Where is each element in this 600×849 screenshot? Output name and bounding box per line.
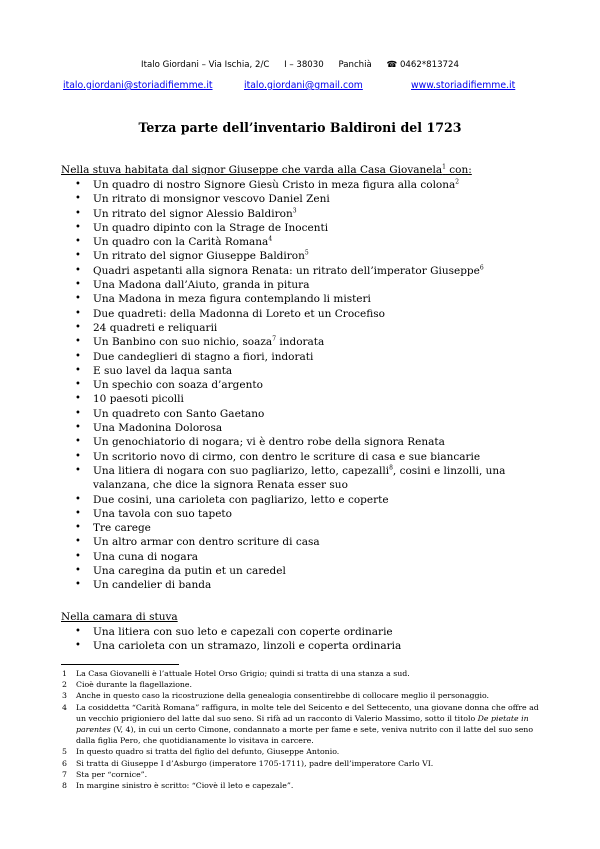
footnote-text: Si tratta di Giuseppe I d’Asburgo (imperatore 1705-1711), padre dell’imperatore Carlo VI. bbox=[76, 758, 434, 768]
footnote-ref[interactable]: 3 bbox=[292, 207, 297, 215]
list-item bbox=[0, 235, 600, 249]
footnote-text: La cosiddetta “Carità Romana” raffigura, in molte tele del Seicento e del Settecento, una giovane donna che offre ad un vecchio prigioniero del latte dal suo seno. Si rifà ad un racconto di Valerio Massimo, sotto il titolo bbox=[76, 702, 539, 723]
bullet-icon: • bbox=[75, 279, 81, 291]
list-item bbox=[0, 435, 600, 449]
footnote-number: 5 bbox=[62, 747, 67, 757]
list-item bbox=[0, 550, 600, 564]
author-address: Italo Giordani – Via Ischia, 2/C bbox=[141, 60, 270, 70]
phone-number: ☎ 0462*813724 bbox=[386, 60, 459, 70]
footnote bbox=[0, 679, 600, 690]
bullet-icon: • bbox=[75, 264, 81, 276]
item-text: Un genochiatorio di nogara; vi è dentro robe della signora Renata bbox=[93, 436, 445, 449]
bullet-icon: • bbox=[75, 393, 81, 405]
item-text: Una cuna di nogara bbox=[93, 550, 198, 563]
footnote-text: Sta per “cornice”. bbox=[76, 769, 148, 779]
list-item bbox=[0, 292, 600, 306]
footnote bbox=[0, 769, 600, 780]
item-text: Due cosini, una carioleta con pagliarizo, letto e coperte bbox=[93, 493, 389, 506]
item-text: Un quadro di nostro Signore Giesù Cristo in meza figura alla colona bbox=[93, 179, 456, 191]
list-item bbox=[0, 378, 600, 392]
list-item bbox=[0, 350, 600, 364]
footnote-number: 4 bbox=[62, 702, 67, 712]
bullet-icon: • bbox=[75, 321, 81, 333]
footnote-number: 3 bbox=[62, 691, 67, 701]
town-name: Panchià bbox=[338, 60, 372, 70]
footnote-text: Cioè durante la flagellazione. bbox=[76, 680, 193, 690]
footnote-ref[interactable]: 2 bbox=[455, 178, 460, 186]
item-text: Un spechio con soaza d’argento bbox=[93, 379, 263, 392]
list-item bbox=[0, 364, 600, 378]
list-item bbox=[0, 264, 600, 278]
bullet-icon: • bbox=[75, 450, 81, 462]
list-item bbox=[0, 207, 600, 221]
list-item bbox=[0, 307, 600, 321]
list-item bbox=[0, 450, 600, 464]
bullet-icon: • bbox=[75, 207, 81, 219]
item-text: Una tavola con suo tapeto bbox=[93, 507, 232, 520]
bullet-icon: • bbox=[75, 626, 81, 637]
bullet-icon: • bbox=[75, 422, 81, 434]
bullet-icon: • bbox=[75, 379, 81, 391]
section-heading-text: Nella camara di stuva bbox=[61, 611, 178, 623]
list-item bbox=[0, 221, 600, 235]
item-text: Una litiera di nogara con suo pagliarizo, letto, capezalli bbox=[93, 464, 390, 477]
section-heading-tail: con: bbox=[445, 164, 472, 176]
item-text: Un Banbino con suo nichio, soaza bbox=[93, 336, 273, 349]
list-item bbox=[0, 578, 600, 592]
footnote-number: 8 bbox=[62, 781, 67, 791]
footnote bbox=[0, 746, 600, 757]
bullet-icon: • bbox=[75, 336, 81, 348]
list-item bbox=[0, 564, 600, 578]
item-text: E suo lavel da laqua santa bbox=[93, 364, 233, 377]
list-item bbox=[0, 335, 600, 349]
section-heading-stuva bbox=[61, 164, 472, 176]
bullet-icon: • bbox=[75, 579, 81, 591]
item-text: Un quadro con la Carità Romana bbox=[93, 236, 269, 249]
letterhead-contact bbox=[0, 60, 600, 70]
footnote-number: 7 bbox=[62, 769, 67, 779]
bullet-icon: • bbox=[75, 464, 81, 476]
item-text: Un quadreto con Santo Gaetano bbox=[93, 407, 265, 420]
footnote-text: La Casa Giovanelli è l’attuale Hotel Orso Grigio; quindi si tratta di una stanza a sud. bbox=[76, 669, 410, 678]
list-item bbox=[0, 521, 600, 535]
footnote-text-cont: (V, 4), in cui un certo Cimone, condannato a morte per fame e sete, veniva nutrito con il latte del suo seno dalla figlia Pero, che quotidianamente lo visitava in carcere. bbox=[76, 725, 534, 746]
list-item bbox=[0, 493, 600, 507]
footnote-ref[interactable]: 7 bbox=[272, 335, 277, 343]
section-heading-camara bbox=[61, 611, 178, 623]
item-text: Quadri aspetanti alla signora Renata: un ritrato dell’imperator Giuseppe bbox=[93, 264, 480, 277]
item-text: 24 quadreti e reliquarii bbox=[93, 321, 218, 334]
item-text: 10 paesoti picolli bbox=[93, 393, 184, 406]
bullet-icon: • bbox=[75, 364, 81, 376]
footnote-ref[interactable]: 1 bbox=[442, 163, 446, 171]
footnote bbox=[0, 668, 600, 679]
list-item bbox=[0, 625, 600, 639]
website-link[interactable]: www.storiadifiemme.it bbox=[411, 80, 516, 91]
bullet-icon: • bbox=[75, 293, 81, 305]
bullet-icon: • bbox=[75, 550, 81, 562]
list-item bbox=[0, 249, 600, 263]
item-text: Una Madona in meza figura contemplando li misteri bbox=[93, 293, 371, 306]
item-text: Una Madonina Dolorosa bbox=[93, 422, 223, 435]
item-text: Una caregina da putin et un caredel bbox=[93, 565, 286, 578]
list-item bbox=[0, 278, 600, 292]
footnote-text: In margine sinistro è scritto: “Ciovè il leto e capezale”. bbox=[76, 781, 294, 791]
bullet-icon: • bbox=[75, 350, 81, 362]
footnote bbox=[0, 702, 600, 747]
item-text: Un candelier di banda bbox=[93, 579, 212, 592]
item-text: Due quadreti: della Madonna di Loreto et un Crocefiso bbox=[93, 307, 385, 320]
list-item bbox=[0, 392, 600, 406]
footnote bbox=[0, 690, 600, 701]
bullet-icon: • bbox=[75, 193, 81, 205]
bullet-icon: • bbox=[75, 522, 81, 534]
document-title: Terza parte dell’inventario Baldironi del 1723 bbox=[138, 120, 462, 135]
bullet-icon: • bbox=[75, 536, 81, 548]
postal-code: I – 38030 bbox=[284, 60, 324, 70]
list-item bbox=[0, 421, 600, 435]
bullet-icon: • bbox=[75, 640, 81, 652]
footnote-text: Anche in questo caso la ricostruzione della genealogia consentirebbe di collocare meglio il personaggio. bbox=[76, 691, 489, 701]
item-text: Una carioleta con un stramazo, linzoli e coperta ordinaria bbox=[93, 640, 402, 653]
footnote bbox=[0, 780, 600, 791]
footnote-ref[interactable]: 8 bbox=[389, 464, 393, 472]
footnote bbox=[0, 758, 600, 769]
list-item bbox=[0, 407, 600, 421]
footnote-number: 2 bbox=[62, 680, 67, 690]
item-text: Un quadro dipinto con la Strage de Inocenti bbox=[93, 221, 329, 234]
item-text: Una litiera con suo leto e capezali con coperte ordinarie bbox=[93, 626, 393, 638]
email-link-gmail[interactable]: italo.giordani@gmail.com bbox=[244, 80, 363, 91]
bullet-icon: • bbox=[75, 407, 81, 419]
footnote-ref[interactable]: 6 bbox=[479, 264, 484, 272]
item-text-tail: , cosini e linzolli, una valanzana, che dice la signora Renata esser suo bbox=[93, 464, 506, 492]
footnote-ref[interactable]: 4 bbox=[268, 235, 273, 243]
section-heading-text: Nella stuva habitata dal signor Giuseppe che varda alla Casa Giovanela bbox=[61, 164, 443, 176]
bullet-icon: • bbox=[75, 236, 81, 248]
list-item bbox=[0, 507, 600, 521]
item-text: Tre carege bbox=[93, 522, 151, 535]
footnote-number: 1 bbox=[62, 669, 67, 678]
inventory-list-camara bbox=[0, 625, 600, 654]
footnotes-list bbox=[0, 668, 600, 791]
item-text: Due candeglieri di stagno a fiori, indorati bbox=[93, 350, 314, 363]
item-text-tail: indorata bbox=[276, 336, 325, 349]
item-text: Un ritrato del signor Giuseppe Baldiron bbox=[93, 250, 305, 263]
bullet-icon: • bbox=[75, 493, 81, 505]
item-text: Un ritrato del signor Alessio Baldiron bbox=[93, 207, 293, 220]
list-item bbox=[0, 639, 600, 653]
bullet-icon: • bbox=[75, 250, 81, 262]
bullet-icon: • bbox=[75, 507, 81, 519]
footnote-separator bbox=[61, 664, 179, 665]
item-text: Un scritorio novo di cirmo, con dentro le scriture di casa e sue biancarie bbox=[93, 450, 481, 463]
list-item bbox=[0, 464, 600, 493]
footnote-italic-title: De pietate in parentes bbox=[76, 713, 529, 735]
list-item bbox=[0, 192, 600, 206]
inventory-list-stuva bbox=[0, 178, 600, 593]
bullet-icon: • bbox=[75, 436, 81, 448]
bullet-icon: • bbox=[75, 179, 81, 190]
item-text: Un altro armar con dentro scriture di casa bbox=[93, 536, 320, 549]
list-item bbox=[0, 535, 600, 549]
footnote-text: In questo quadro si tratta del figlio del defunto, Giuseppe Antonio. bbox=[76, 747, 340, 757]
bullet-icon: • bbox=[75, 221, 81, 233]
list-item bbox=[0, 178, 600, 192]
list-item bbox=[0, 321, 600, 335]
item-text: Una Madona dall’Aiuto, granda in pitura bbox=[93, 279, 310, 292]
email-link-storiadifiemme[interactable]: italo.giordani@storiadifiemme.it bbox=[63, 80, 213, 91]
bullet-icon: • bbox=[75, 307, 81, 319]
bullet-icon: • bbox=[75, 565, 81, 577]
footnote-ref[interactable]: 5 bbox=[304, 249, 309, 257]
item-text: Un ritrato di monsignor vescovo Daniel Zeni bbox=[93, 193, 330, 206]
footnote-number: 6 bbox=[62, 758, 67, 768]
